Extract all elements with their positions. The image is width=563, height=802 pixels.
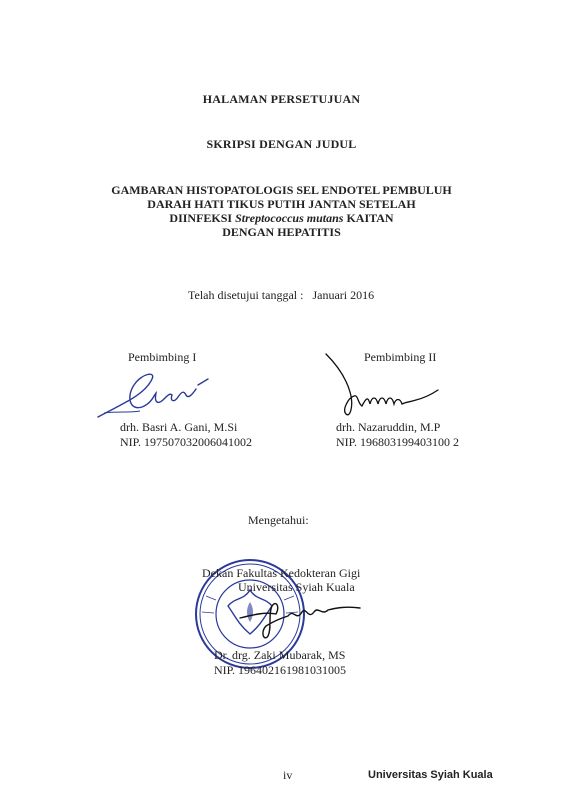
supervisor2-role: Pembimbing II xyxy=(364,350,437,364)
title-line-3-italic: Streptococcus mutans xyxy=(235,211,344,225)
supervisor1-name: drh. Basri A. Gani, M.Si xyxy=(120,420,238,434)
title-line-4: DENGAN HEPATITIS xyxy=(222,225,341,239)
supervisor2-name: drh. Nazaruddin, M.P xyxy=(336,420,441,434)
page-number: iv xyxy=(283,768,293,782)
footer-institution: Universitas Syiah Kuala xyxy=(368,769,493,781)
title-line-3 xyxy=(0,211,563,225)
supervisor2-nip: NIP. 196803199403100 2 xyxy=(336,435,460,449)
dean-signature xyxy=(236,592,366,642)
supervisor1-nip: NIP. 197507032006041002 xyxy=(120,435,253,449)
page-heading: HALAMAN PERSETUJUAN xyxy=(202,92,361,106)
dean-title-line2: Universitas Syiah Kuala xyxy=(238,580,355,594)
title-line-1: GAMBARAN HISTOPATOLOGIS SEL ENDOTEL PEMBULUH xyxy=(111,183,452,197)
page-subheading: SKRIPSI DENGAN JUDUL xyxy=(206,137,357,151)
title-line-3-prefix: DIINFEKSI xyxy=(169,211,236,225)
title-line-2: DARAH HATI TIKUS PUTIH JANTAN SETELAH xyxy=(147,197,416,211)
supervisor1-signature xyxy=(90,365,220,425)
acknowledged-label: Mengetahui: xyxy=(248,513,309,527)
dean-title-line1: Dekan Fakultas Kedokteran Gigi xyxy=(202,566,361,580)
dean-nip: NIP. 196402161981031005 xyxy=(214,663,347,677)
title-line-3-suffix: KAITAN xyxy=(343,211,394,225)
approval-date-text: Telah disetujui tanggal : Januari 2016 xyxy=(188,288,375,302)
supervisor2-signature xyxy=(320,352,450,424)
thesis-title xyxy=(0,183,563,239)
dean-name: Dr. drg. Zaki Mubarak, MS xyxy=(214,648,346,662)
supervisor1-role: Pembimbing I xyxy=(128,350,197,364)
